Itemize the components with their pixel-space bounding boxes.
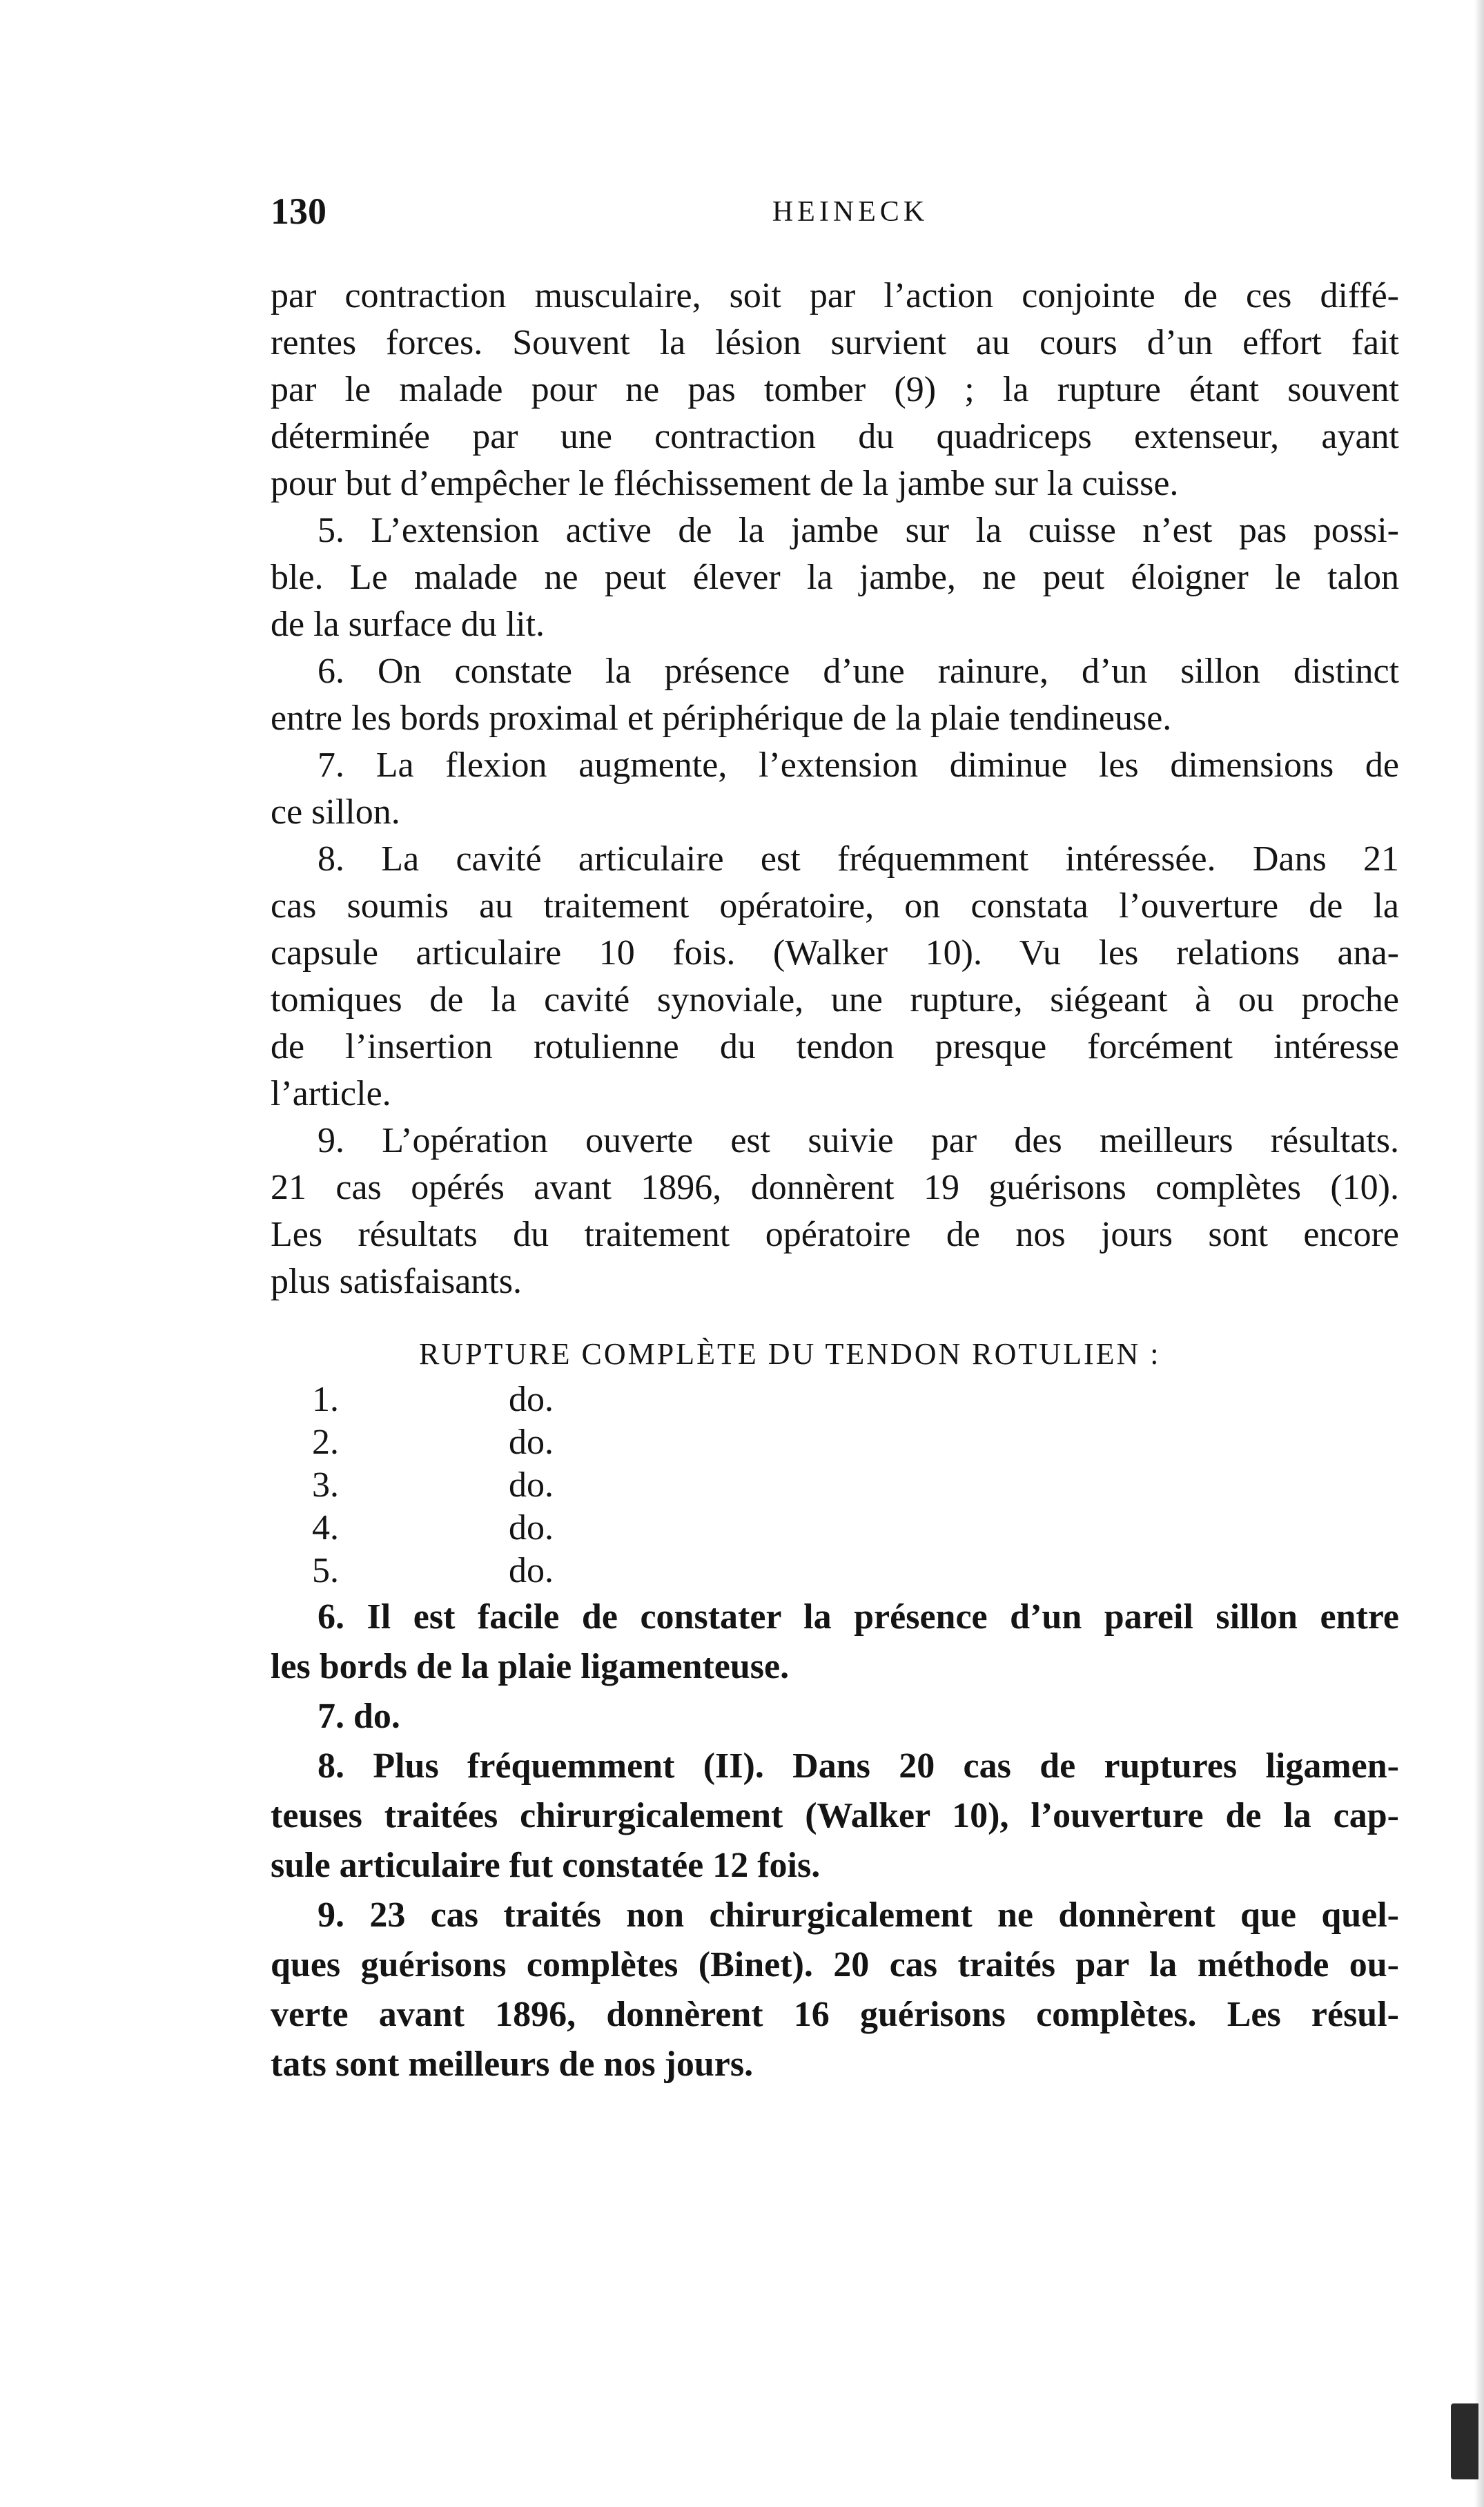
text-line: plus satisfaisants. [271, 1262, 522, 1301]
scan-corner-mark [1451, 2403, 1478, 2479]
text-line: capsule articulaire 10 fois. (Walker 10). Vu les relations ana- [271, 933, 1399, 973]
running-head: HEINECK [772, 196, 929, 228]
ditto-text: do. [509, 1551, 554, 1590]
scan-edge-shadow [1474, 0, 1484, 2507]
text-line: ce sillon. [271, 792, 400, 832]
text-line: par contraction musculaire, soit par l’action conjointe de ces diffé- [271, 276, 1399, 315]
text-line: entre les bords proximal et périphérique de la plaie tendineuse. [271, 699, 1172, 738]
list-item-7: 7. La flexion augmente, l’extension diminue les dimensions de [318, 745, 1399, 785]
page-header [271, 190, 1430, 245]
ditto-number: 3. [312, 1465, 339, 1505]
section-title: RUPTURE COMPLÈTE DU TENDON ROTULIEN : [419, 1337, 1161, 1371]
ditto-text: do. [509, 1508, 554, 1548]
list-item-5: 5. L’extension active de la jambe sur la cuisse n’est pas possi- [318, 511, 1399, 550]
body-text [271, 273, 1399, 2089]
list-item-7b: 7. do. [318, 1697, 400, 1736]
list-item-9: 9. L’opération ouverte est suivie par des meilleurs résultats. [318, 1121, 1399, 1160]
ligament-section [271, 1592, 1399, 2089]
text-line: de la surface du lit. [271, 605, 545, 644]
section-spacer [271, 1305, 1399, 1330]
list-item-6b: 6. Il est facile de constater la présence d’un pareil sillon entre [318, 1597, 1399, 1637]
ditto-row [271, 1550, 1399, 1592]
text-line: tats sont meilleurs de nos jours. [271, 2045, 754, 2084]
text-line: par le malade pour ne pas tomber (9) ; la rupture étant souvent [271, 370, 1399, 409]
list-item-6: 6. On constate la présence d’une rainure, d’un sillon distinct [318, 652, 1399, 691]
ditto-row [271, 1464, 1399, 1507]
list-item-8b: 8. Plus fréquemment (II). Dans 20 cas de ruptures ligamen- [318, 1746, 1399, 1786]
ditto-number: 4. [312, 1508, 339, 1548]
ditto-number: 1. [312, 1380, 339, 1419]
text-line: 21 cas opérés avant 1896, donnèrent 19 guérisons complètes (10). [271, 1168, 1399, 1207]
text-line: tomiques de la cavité synoviale, une rupture, siégeant à ou proche [271, 980, 1399, 1020]
ditto-number: 5. [312, 1551, 339, 1590]
text-line: rentes forces. Souvent la lésion survient au cours d’un effort fait [271, 323, 1399, 362]
text-line: déterminée par une contraction du quadriceps extenseur, ayant [271, 417, 1399, 456]
ditto-text: do. [509, 1423, 554, 1462]
ditto-number: 2. [312, 1423, 339, 1462]
text-line: les bords de la plaie ligamenteuse. [271, 1647, 790, 1686]
text-line: pour but d’empêcher le fléchissement de la jambe sur la cuisse. [271, 464, 1179, 503]
ditto-row [271, 1421, 1399, 1464]
ditto-row [271, 1507, 1399, 1550]
list-item-8: 8. La cavité articulaire est fréquemment intéressée. Dans 21 [318, 839, 1399, 879]
text-line: Les résultats du traitement opératoire de nos jours sont encore [271, 1215, 1399, 1254]
page-number: 130 [271, 191, 326, 232]
text-line: ques guérisons complètes (Binet). 20 cas traités par la méthode ou- [271, 1945, 1399, 1984]
list-item-9b: 9. 23 cas traités non chirurgicalement ne donnèrent que quel- [318, 1895, 1399, 1935]
ditto-row [271, 1378, 1399, 1421]
ditto-text: do. [509, 1380, 554, 1419]
text-line: cas soumis au traitement opératoire, on constata l’ouverture de la [271, 886, 1399, 926]
text-line: verte avant 1896, donnèrent 16 guérisons complètes. Les résul- [271, 1995, 1399, 2034]
text-line: de l’insertion rotulienne du tendon presque forcément intéresse [271, 1027, 1399, 1066]
ditto-text: do. [509, 1465, 554, 1505]
text-line: sule articulaire fut constatée 12 fois. [271, 1846, 821, 1885]
text-line: l’article. [271, 1074, 391, 1113]
text-line: teuses traitées chirurgicalement (Walker 10), l’ouverture de la cap- [271, 1796, 1399, 1835]
text-line: ble. Le malade ne peut élever la jambe, ne peut éloigner le talon [271, 558, 1399, 597]
